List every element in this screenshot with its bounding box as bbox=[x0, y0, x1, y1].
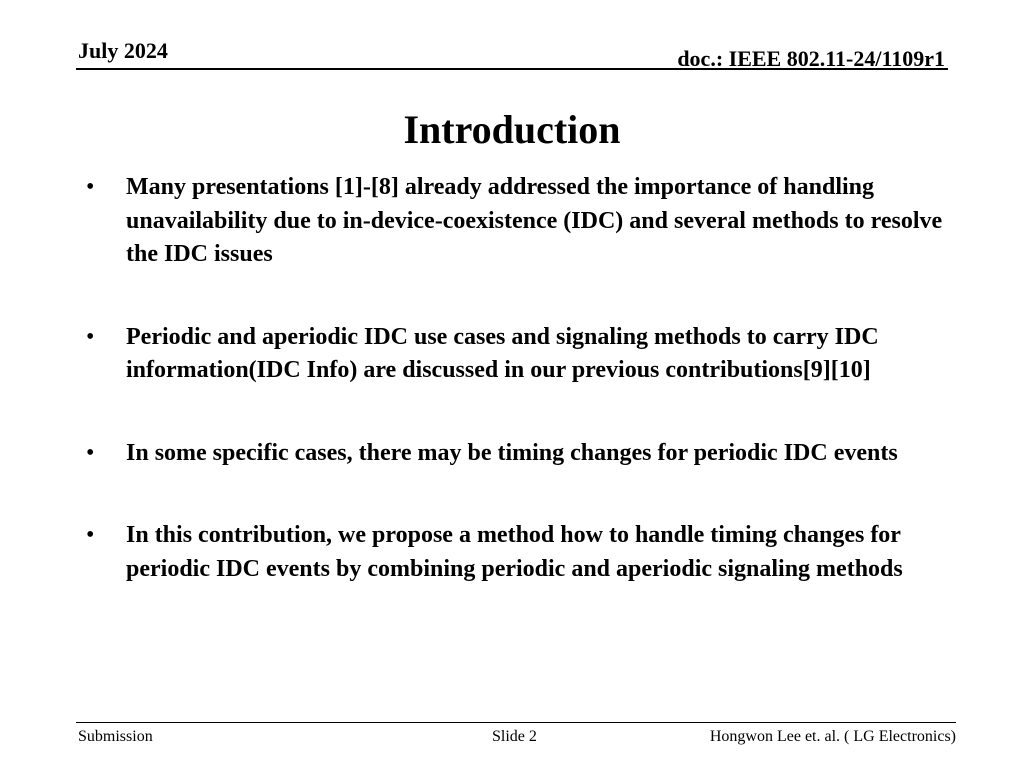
bullet-item bbox=[80, 437, 960, 471]
footer-divider bbox=[76, 722, 956, 723]
footer-author: Hongwon Lee et. al. ( LG Electronics) bbox=[709, 728, 956, 745]
bullet-text: In some specific cases, there may be timing changes for periodic IDC events bbox=[126, 439, 898, 466]
bullet-text: Periodic and aperiodic IDC use cases and signaling methods to carry IDC information(IDC Info) are discussed in our previous contributions[9][10] bbox=[126, 323, 879, 383]
bullet-item bbox=[80, 321, 960, 388]
slide-title: Introduction bbox=[403, 107, 621, 152]
bullet-item bbox=[80, 171, 960, 272]
bullet-icon: • bbox=[86, 522, 95, 548]
bullet-icon: • bbox=[86, 323, 95, 350]
header-date: July 2024 bbox=[78, 38, 168, 63]
bullet-text: Many presentations [1]-[8] already addressed the importance of handling unavailability due to in-device-coexistence (IDC) and several methods to resolve the IDC issues bbox=[126, 174, 943, 267]
bullet-icon: • bbox=[86, 174, 95, 200]
footer-submission: Submission bbox=[78, 728, 153, 745]
header-doc-id: doc.: IEEE 802.11-24/1109r1 bbox=[677, 46, 945, 71]
bullet-item bbox=[80, 519, 960, 586]
bullet-list bbox=[80, 171, 960, 635]
footer-slide-number: Slide 2 bbox=[492, 728, 537, 745]
bullet-text: In this contribution, we propose a method how to handle timing changes for periodic IDC events by combining periodic and aperiodic signaling methods bbox=[126, 522, 903, 582]
bullet-icon: • bbox=[86, 439, 95, 466]
header-divider bbox=[76, 68, 948, 70]
